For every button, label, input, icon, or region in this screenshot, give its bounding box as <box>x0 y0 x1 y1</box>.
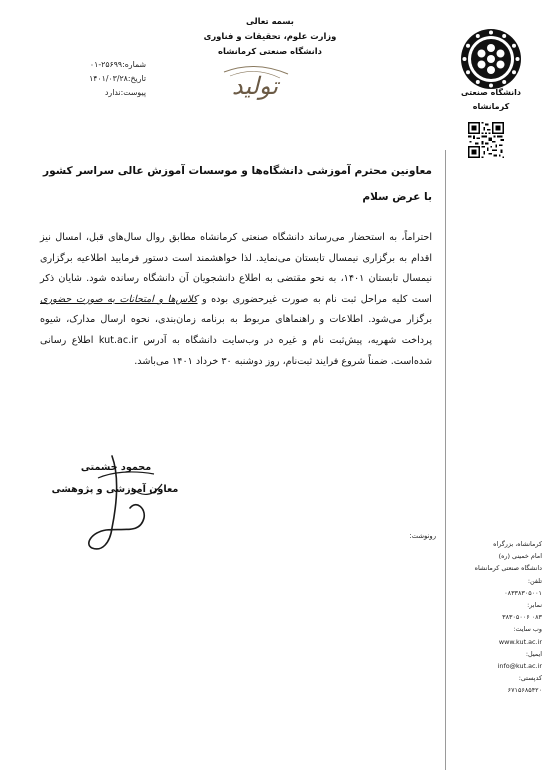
address-line2: امام خمینی (ره) <box>498 552 542 561</box>
tel-label: تلفن: <box>527 576 542 585</box>
signatory-name: محمود حشمتی <box>80 462 152 473</box>
address-line1: کرمانشاه، بزرگراه <box>493 540 542 548</box>
address-line3: دانشگاه صنعتی کرمانشاه <box>474 564 542 573</box>
university-name: دانشگاه صنعتی کرمانشاه <box>218 46 322 56</box>
postal-label: کدپستی: <box>518 674 542 683</box>
sidebar-divider <box>445 150 446 770</box>
basmala: بسمه تعالی <box>246 16 294 26</box>
university-logo-caption <box>446 86 536 114</box>
letterhead <box>180 14 360 59</box>
postal-code: ۶۷۱۵۶۸۵۴۲۰ <box>507 686 542 695</box>
letter-date: تاریخ:۱۴۰۱/۰۳/۲۸ <box>89 74 146 83</box>
greeting: با عرض سلام <box>362 191 432 203</box>
letter-number: شماره:۲۵۶۹۹-۰۱ <box>89 60 146 69</box>
copy-label: رونوشت: <box>409 532 436 540</box>
body-emphasis: کلاس‌ها و امتحانات به صورت حضوری <box>40 293 198 305</box>
email-link[interactable]: info@kut.ac.ir <box>497 662 542 671</box>
email-label: ایمیل: <box>525 649 542 658</box>
fax-value: ۰۸۳ ۳۸۳۰۵۰۰۶ <box>502 613 542 622</box>
uni-name-line1: دانشگاه صنعتی <box>460 88 522 97</box>
uni-name-line2: کرمانشاه <box>472 102 510 111</box>
letter-meta <box>36 58 146 100</box>
university-logo <box>458 26 524 92</box>
addressee: معاونین محترم آموزشی دانشگاه‌ها و موسسات آموزش عالی سراسر کشور <box>42 165 432 177</box>
slogan-logo-text: تولید <box>231 72 279 100</box>
tel-value: ۰۸۳۳۸۳۰۵۰۰۱ <box>504 588 542 597</box>
ministry-name: وزارت علوم، تحقیقات و فناوری <box>203 31 337 41</box>
signatory-title: معاون آموزشی و پژوهشی <box>51 484 179 495</box>
body-text-part1: احتراماً، به استحضار می‌رساند دانشگاه صنعتی کرمانشاه مطابق روال سال‌های قبل، امسال نیز اقدام به برگزاری نیمسال تابستان می‌نماید. لذا خواهشمند است دستور فرمایید اطلاعیه برگزاری نیمسال تابستان ۱۴۰۱، به نحو مقتضی به اطلاع دانشجویان آن دانشگاه رسانده شود. شایان ذکر است کلیه مراحل ثبت نام به صورت غیرحضوری بوده و <box>40 232 432 305</box>
website-label: وب سایت: <box>513 625 542 634</box>
website-link[interactable]: www.kut.ac.ir <box>498 637 542 646</box>
letter-attachment: پیوست:ندارد <box>104 88 146 97</box>
fax-label: نمابر: <box>527 601 542 610</box>
letter-body <box>40 228 432 372</box>
letter-addressee-block <box>40 158 432 210</box>
production-slogan-logo <box>210 62 300 106</box>
body-text-part2: برگزار می‌شود. اطلاعات و راهنماهای مربوط به برنامه زمان‌بندی، نحوه ارسال مدارک، شیوه پرداخت شهریه، پیش‌ثبت نام و غیره در وب‌سایت دانشگاه به آدرس kut.ac.ir اطلاع رسانی شده‌است. ضمناً شروع فرایند ثبت‌نام، روز دوشنبه ۳۰ خرداد ۱۴۰۱ می‌باشد. <box>40 314 432 367</box>
qr-code <box>468 122 504 158</box>
contact-info <box>452 538 542 697</box>
